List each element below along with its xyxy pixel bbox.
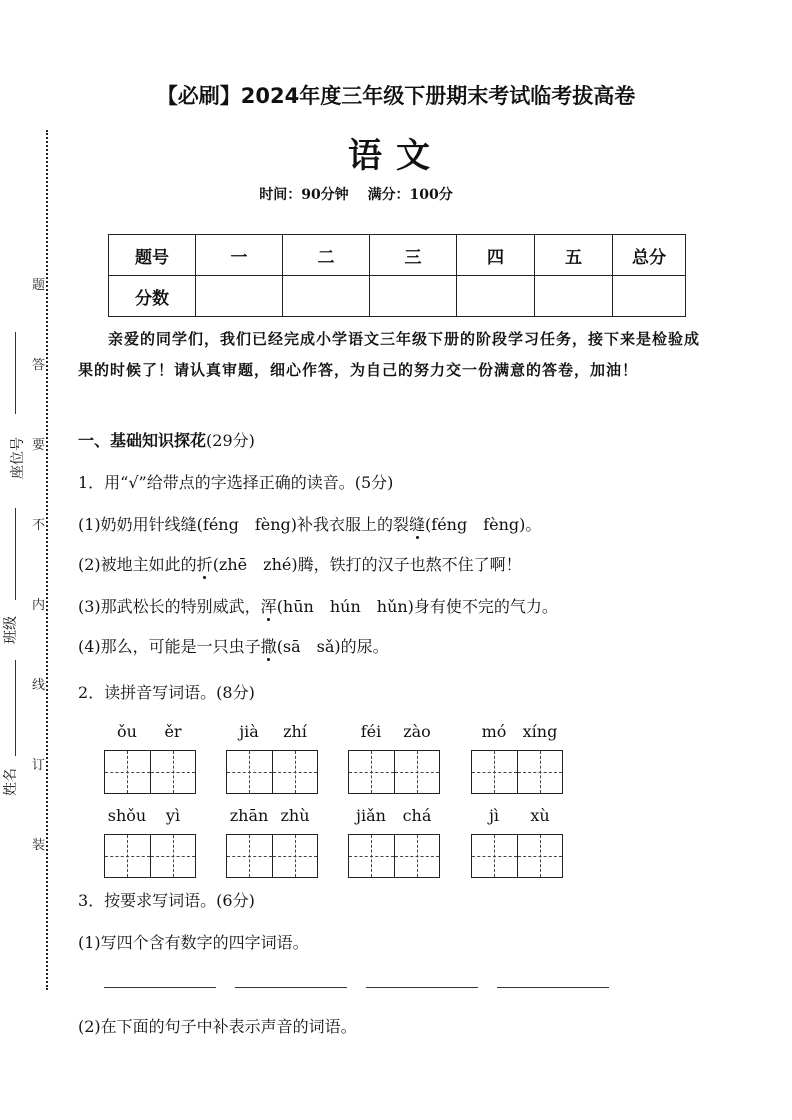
item-text: (zhē zhé)腾，铁打的汉子也熬不住了啊！: [212, 555, 522, 574]
tianzige-boxes[interactable]: [471, 750, 563, 794]
name-line[interactable]: [15, 660, 16, 756]
pinyin-label: jià: [239, 722, 259, 741]
item-text: (sā sǎ)的尿。: [276, 637, 389, 656]
score-cell[interactable]: [370, 276, 457, 317]
tianzige-boxes[interactable]: [104, 834, 196, 878]
score-header-cell: 题号: [109, 235, 196, 276]
score-cell[interactable]: [613, 276, 686, 317]
question-3-sub-2: (2)在下面的句子中补表示声音的词语。: [78, 1017, 357, 1036]
pinyin-group: [104, 722, 196, 794]
subject-title: 语文: [348, 136, 444, 176]
binding-char: 线: [32, 672, 45, 695]
binding-char: 答: [32, 352, 45, 375]
tianzige-boxes[interactable]: [226, 834, 318, 878]
binding-char: 内: [32, 592, 45, 615]
score-cell[interactable]: [457, 276, 535, 317]
dotted-char: 折: [197, 552, 213, 575]
exam-info: [0, 184, 712, 204]
paper-title: 【必刷】2024年度三年级下册期末考试临考拔高卷: [156, 84, 636, 108]
pinyin-label: zhí: [283, 722, 307, 741]
question-1-item-1: [78, 512, 541, 535]
pinyin-group: [348, 722, 440, 794]
pinyin-group: [226, 806, 318, 878]
pinyin-label: zhù: [280, 806, 310, 825]
score-header-cell: 四: [457, 235, 535, 276]
score-cell[interactable]: [196, 276, 283, 317]
question-1-title: 1．用“√”给带点的字选择正确的读音。(5分): [78, 473, 394, 492]
dotted-char: 缝: [409, 512, 425, 535]
exam-time: 时间：90分钟: [259, 187, 349, 203]
score-header-cell: 总分: [613, 235, 686, 276]
binding-char: 要: [32, 432, 45, 455]
question-1-item-2: [78, 552, 522, 575]
pinyin-label: xù: [530, 806, 550, 825]
pinyin-group: [104, 806, 196, 878]
binding-char: 订: [32, 752, 45, 775]
pinyin-label: xíng: [522, 722, 558, 741]
item-text: (1)奶奶用针线缝(féng fèng)补我衣服上的裂: [78, 515, 410, 534]
pinyin-label: jiǎn: [356, 806, 386, 825]
dotted-char: 撒: [261, 634, 277, 657]
pinyin-label: féi: [360, 722, 382, 741]
item-text: (3)那武松长的特别威武，: [78, 597, 261, 616]
intro-paragraph: 亲爱的同学们，我们已经完成小学语文三年级下册的阶段学习任务，接下来是检验成果的时候了！请认真审题，细心作答，为自己的努力交一份满意的答卷，加油！: [78, 330, 701, 379]
pinyin-label: ěr: [164, 722, 182, 741]
binding-char: 不: [32, 512, 45, 535]
binding-dotted-line: [46, 130, 48, 990]
binding-char: 题: [32, 272, 45, 295]
dotted-char: 浑: [261, 594, 277, 617]
answer-blank[interactable]: [235, 986, 347, 988]
exam-full-score: 满分：100分: [367, 187, 453, 203]
section-points: (29分): [206, 431, 255, 450]
question-1-item-4: [78, 634, 389, 657]
pinyin-label: mó: [481, 722, 507, 741]
score-header-cell: 一: [196, 235, 283, 276]
item-text: (2)被地主如此的: [78, 555, 197, 574]
item-text: (féng fèng)。: [425, 515, 542, 534]
section-heading: [78, 428, 255, 451]
section-title: 一、基础知识探花: [78, 431, 207, 450]
pinyin-label: zào: [403, 722, 431, 741]
score-header-cell: 三: [370, 235, 457, 276]
answer-blank[interactable]: [366, 986, 478, 988]
score-header-cell: 二: [283, 235, 370, 276]
score-cell[interactable]: [535, 276, 613, 317]
pinyin-group: [226, 722, 318, 794]
name-label: 姓名: [3, 768, 19, 796]
score-header-cell: 五: [535, 235, 613, 276]
pinyin-label: ǒu: [117, 722, 137, 741]
item-text: (4)那么，可能是一只虫子: [78, 637, 261, 656]
question-1-item-3: [78, 594, 558, 617]
tianzige-boxes[interactable]: [104, 750, 196, 794]
pinyin-label: yì: [165, 806, 181, 825]
pinyin-group: [471, 806, 563, 878]
tianzige-boxes[interactable]: [471, 834, 563, 878]
item-text: (hūn hún hǔn)身有使不完的气力。: [276, 597, 558, 616]
class-label: 班级: [3, 616, 19, 644]
binding-char: 装: [32, 832, 45, 855]
score-row-label: 分数: [109, 276, 196, 317]
tianzige-boxes[interactable]: [348, 750, 440, 794]
class-line[interactable]: [15, 508, 16, 600]
pinyin-group: [471, 722, 563, 794]
score-table-score-row: [109, 276, 686, 317]
question-3-title: 3．按要求写词语。(6分): [78, 891, 255, 910]
answer-blank[interactable]: [497, 986, 609, 988]
seat-number-label: 座位号: [10, 437, 26, 479]
question-2-title: 2．读拼音写词语。(8分): [78, 683, 255, 702]
tianzige-boxes[interactable]: [348, 834, 440, 878]
answer-blank[interactable]: [104, 986, 216, 988]
seat-number-line[interactable]: [15, 332, 16, 414]
score-table: [108, 234, 686, 317]
tianzige-boxes[interactable]: [226, 750, 318, 794]
pinyin-group: [348, 806, 440, 878]
score-table-header-row: [109, 235, 686, 276]
pinyin-label: jì: [488, 806, 500, 825]
pinyin-label: chá: [402, 806, 432, 825]
pinyin-label: zhān: [229, 806, 269, 825]
score-cell[interactable]: [283, 276, 370, 317]
question-3-sub-1: (1)写四个含有数字的四字词语。: [78, 933, 309, 952]
pinyin-label: shǒu: [107, 806, 147, 825]
